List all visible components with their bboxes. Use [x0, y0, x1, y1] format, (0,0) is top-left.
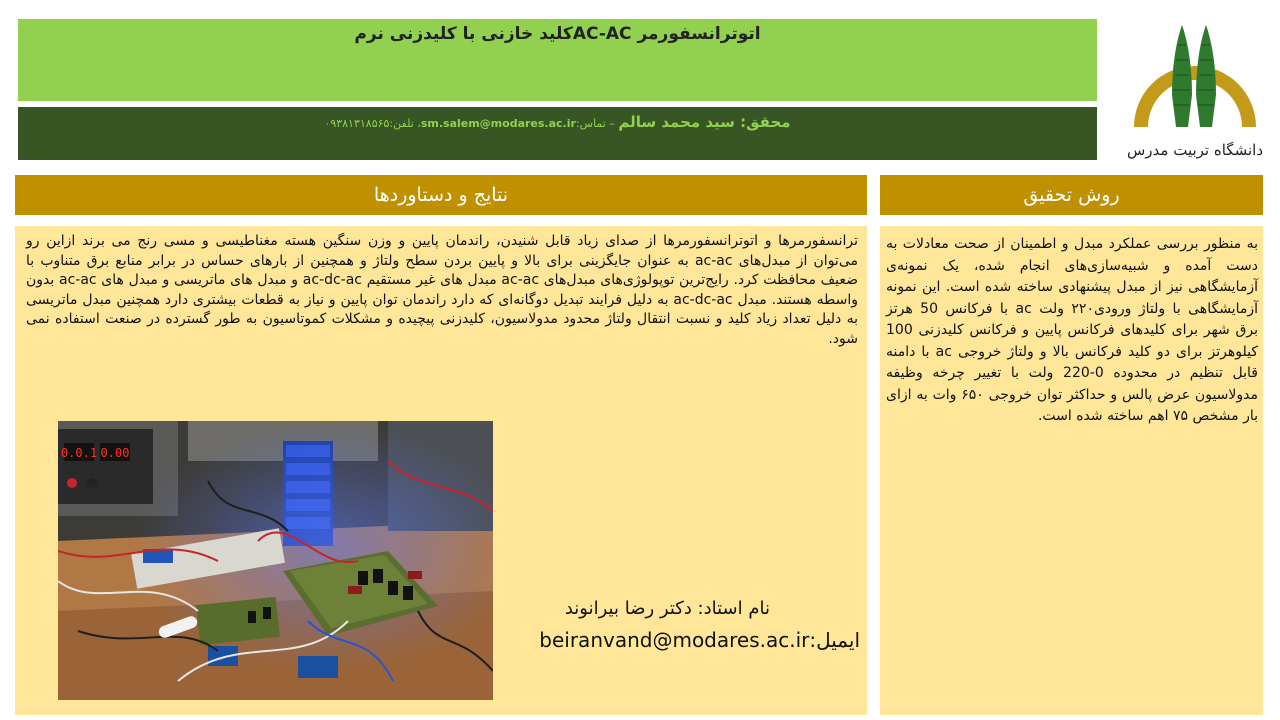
researcher-info: محقق: سید محمد سالم – تماس:sm.salem@modares.ac.ir، تلفن:۰۹۳۸۱۳۱۸۵۶۵ — [324, 113, 791, 131]
method-body: به منظور بررسی عملکرد مبدل و اطمینان از صحت معادلات به دست آمده و شبیه‌سازی‌های انجام شده، یک نمونه‌ی آزمایشگاهی نیز از مبدل پیشنهادی ساخته شده است. این نمونه آزمایشگاهی با ولتاژ ورودی۲۲۰ ولت ac با فرکانس 50 هرتز برق شهر برای کلیدهای فرکانس پایین و فرکانس کلیدزنی 100 کیلوهرتز برای دو کلید فرکانس بالا و ولتاژ خروجی ac با دامنه قابل تنظیم در محدوده 0-220 ولت با تغییر چرخه وظیفه مدولاسیون عرض پالس و حداکثر توان خروجی ۶۵۰ وات به ازای بار مشخص ۷۵ اهم ساخته شده است. — [886, 236, 1258, 424]
researcher-name: محقق: سید محمد سالم — [618, 113, 791, 131]
prototype-photo — [58, 421, 493, 700]
results-body: ترانسفورمرها و اتوترانسفورمرها از صدای زیاد قابل شنیدن، راندمان پایین و وزن سنگین هسته مغناطیسی و مسی رنج می برند ازاین رو می‌توان از مبدل‌های ac-ac به عنوان جایگزینی برای بالا و پایین بردن سطح ولتاژ و همچنین از بارهای حساس در برابر منابع برق متناوب با ضعیف محافظت کرد. رایج‌ترین توپولوژی‌های مبدل‌های ac-ac مبدل های غیر مستقیم ac-dc-ac و مبدل های ماتریسی و مبدل های ac-ac بدون واسطه هستند. مبدل ac-dc-ac به دلیل فرایند تبدیل دوگانه‌ای که دارد راندمان توان پایین و نیاز به قطعات بیشتری دارد همچنین مبدل ماتریسی به دلیل تعداد زیاد کلید و نسبت انتقال ولتاژ محدود مدولاسیون، کلیدزنی پیچیده و مشکلات کموتاسیون به طور گسترده در صنعت استفاده نمی شود. — [26, 233, 859, 347]
separator: – — [605, 117, 619, 130]
page-title: اتوترانسفورمر AC-ACکلید خازنی با کلیدزنی نرم — [354, 24, 761, 44]
researcher-email[interactable]: sm.salem@modares.ac.ir — [420, 117, 576, 130]
results-heading: نتایج و دستاوردها — [15, 175, 867, 215]
phone-label: تلفن: — [389, 117, 414, 130]
method-heading: روش تحقیق — [880, 175, 1263, 215]
university-logo-text: دانشگاه تربیت مدرس — [1127, 141, 1263, 159]
contact-label: تماس: — [575, 117, 606, 130]
advisor-email[interactable]: ایمیل:beiranvand@modares.ac.ir — [539, 628, 860, 652]
prototype-photo-illustration — [58, 421, 493, 700]
researcher-phone: ۰۹۳۸۱۳۱۸۵۶۵ — [324, 117, 390, 130]
advisor-name: نام استاد: دکتر رضا بیرانوند — [564, 598, 770, 619]
university-logo — [1120, 15, 1270, 165]
